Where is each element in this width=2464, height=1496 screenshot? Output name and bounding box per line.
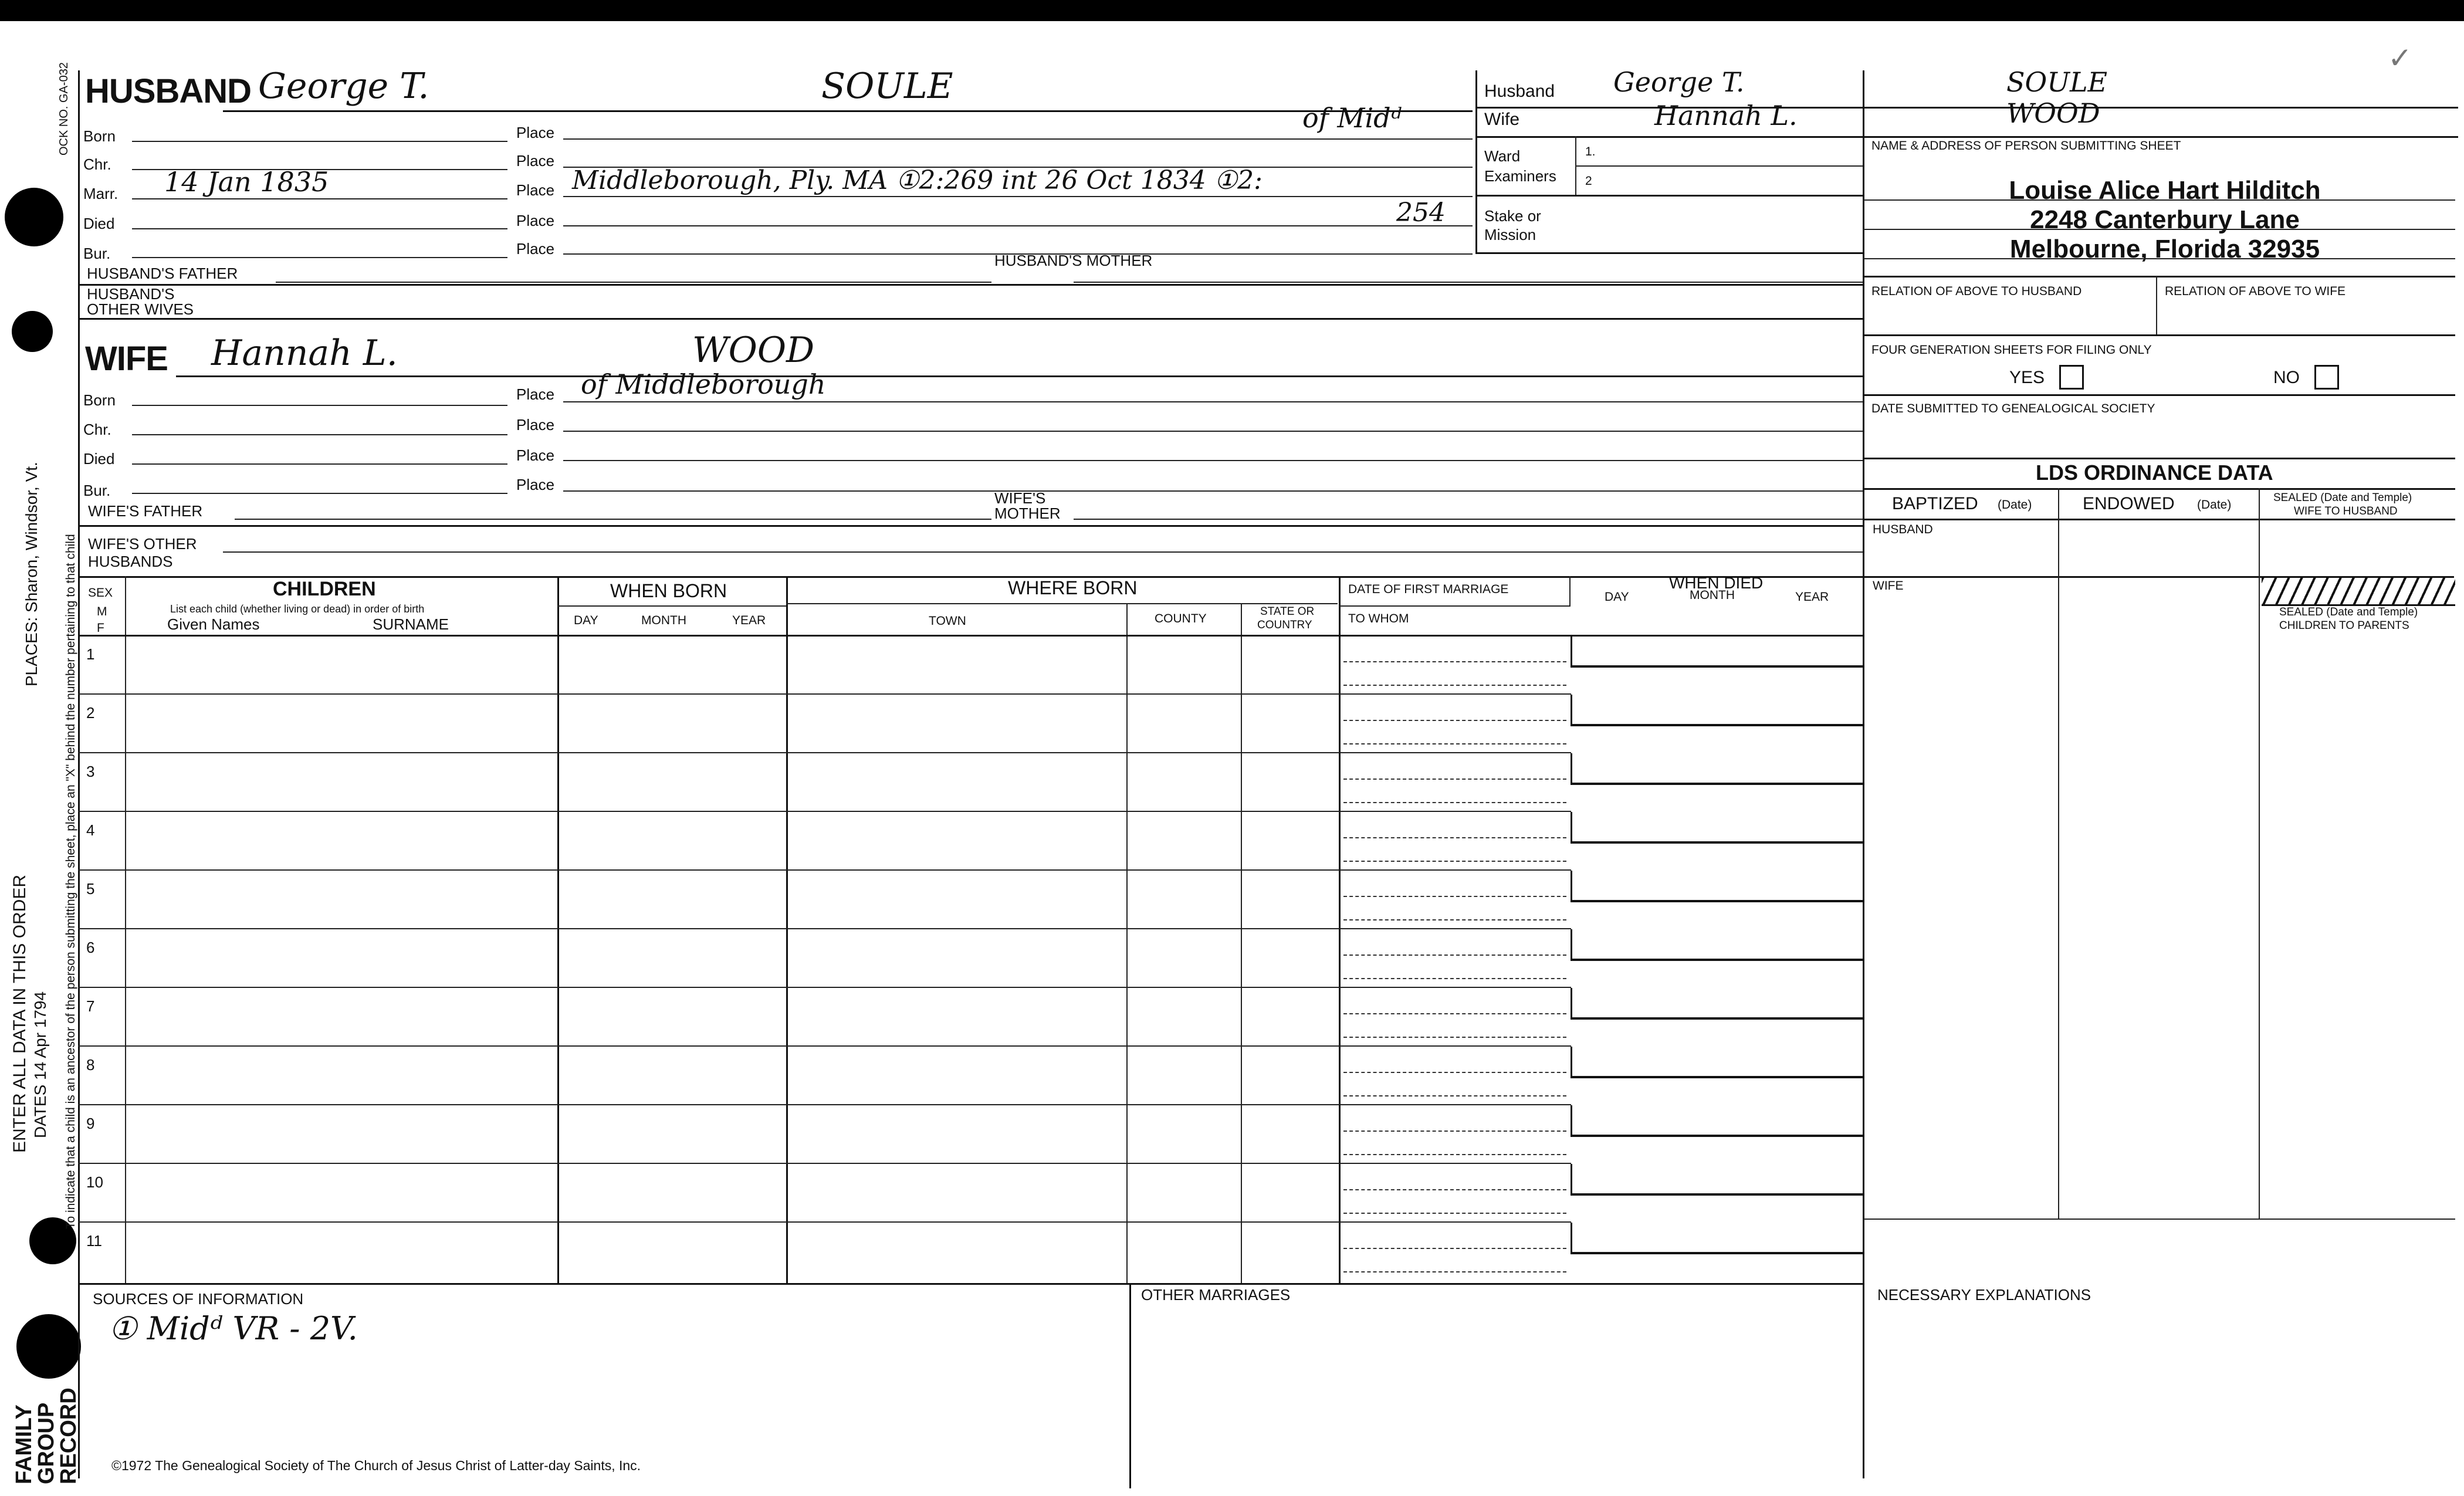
where-state-1: STATE OR: [1260, 605, 1315, 618]
husband-died-label: Died: [83, 215, 115, 232]
wife-died-label: Died: [83, 450, 115, 468]
children-given-names: Given Names: [167, 615, 260, 633]
child-death-bracket: [1571, 812, 1864, 844]
child-row-number: 8: [86, 1056, 95, 1074]
punch-hole-2: [12, 311, 53, 352]
other-marriages-divider: [1129, 1283, 1131, 1488]
children-m-label: M: [97, 605, 107, 618]
child-row-number: 11: [86, 1232, 102, 1250]
child-towhom-dash: [1343, 1095, 1566, 1096]
lds-sealed-children-2: CHILDREN TO PARENTS: [2279, 620, 2409, 632]
children-col-town: [1126, 603, 1128, 1283]
husband-chr-place-label: Place: [516, 152, 555, 170]
husband-born-place: of Midᵈ: [1302, 102, 1402, 134]
husband-father-label: HUSBAND'S FATHER: [87, 265, 238, 282]
wife-chr-place-label: Place: [516, 416, 555, 434]
submitter-city: Melbourne, Florida 32935: [2009, 235, 2320, 263]
child-marriage-dash: [1343, 779, 1566, 780]
submitter-line-1: [1863, 199, 2455, 201]
when-born-header: WHEN BORN: [610, 580, 727, 601]
child-towhom-dash: [1343, 1037, 1566, 1038]
examiner-2: 2: [1585, 174, 1592, 188]
submitter-line-3: [1863, 258, 2455, 259]
ward-husband-line: [1475, 107, 2458, 109]
child-row-divider: [78, 1221, 1571, 1223]
wife-bur-place-line: [563, 490, 1863, 492]
child-marriage-dash: [1343, 955, 1566, 956]
lds-title-bottom: [1863, 488, 2455, 490]
date-submitted-bottom: [1863, 458, 2455, 459]
child-row-divider: [78, 752, 1571, 753]
form-title-family: FAMILY: [12, 1404, 36, 1484]
examiner-1-line: [1575, 165, 1863, 167]
died-year: YEAR: [1795, 590, 1829, 604]
child-marriage-dash: [1343, 1072, 1566, 1073]
husband-marr-date-line: [132, 198, 507, 199]
punch-hole-1: [5, 188, 63, 246]
explanations-label: NECESSARY EXPLANATIONS: [1877, 1286, 2091, 1304]
lds-col-2: [2259, 488, 2260, 1219]
child-row-divider: [78, 693, 1571, 695]
child-row-divider: [78, 869, 1571, 871]
left-border: [78, 70, 80, 1478]
husband-given-name: George T.: [258, 66, 429, 107]
child-row-divider: [78, 1163, 1571, 1164]
child-towhom-dash: [1343, 1213, 1566, 1214]
child-row-number: 1: [86, 645, 95, 663]
wife-chr-date-line: [132, 434, 507, 435]
lds-endowed: ENDOWED: [2083, 494, 2175, 513]
ward-husband-label: Husband: [1484, 82, 1555, 101]
child-towhom-dash: [1343, 861, 1566, 862]
husband-heading: HUSBAND: [85, 72, 251, 110]
wife-born-label: Born: [83, 391, 116, 409]
when-died-header: WHEN DIED: [1669, 574, 1764, 592]
husband-died-place-label: Place: [516, 212, 555, 229]
child-row-number: 6: [86, 939, 95, 956]
yes-label: YES: [2009, 368, 2045, 387]
submitter-line-2: [1863, 229, 2455, 230]
lds-sealed-children-1: SEALED (Date and Temple): [2279, 606, 2418, 618]
side-enter-order: ENTER ALL DATA IN THIS ORDER: [10, 875, 29, 1153]
lds-wife-label: WIFE: [1873, 579, 1904, 593]
ward-husband-given: George T.: [1613, 66, 1745, 98]
relation-bottom: [1863, 334, 2455, 336]
where-born-header: WHERE BORN: [1008, 577, 1138, 598]
ward-wife-given: Hannah L.: [1654, 100, 1798, 131]
husband-mother-label-1: HUSBAND'S MOTHER: [994, 252, 1153, 269]
child-marriage-dash: [1343, 896, 1566, 897]
children-surname: SURNAME: [373, 615, 449, 633]
wife-born-place-line: [563, 401, 1863, 402]
children-col-state: [1339, 576, 1341, 1283]
lds-endowed-date: (Date): [2197, 498, 2232, 512]
husband-name-line: [223, 110, 1473, 112]
four-gen-label: FOUR GENERATION SHEETS FOR FILING ONLY: [1871, 343, 2152, 357]
wife-father-line: [235, 519, 991, 520]
husband-chr-label: Chr.: [83, 155, 111, 173]
died-month: MONTH: [1690, 588, 1735, 602]
husband-other-wives-label: HUSBAND'S OTHER WIVES: [87, 285, 194, 318]
punch-hole-4: [16, 1314, 81, 1379]
wife-heading: WIFE: [85, 340, 168, 378]
examiner-1: 1.: [1585, 145, 1596, 158]
lds-col-1: [2058, 488, 2059, 1219]
died-day: DAY: [1605, 590, 1629, 604]
child-death-bracket: [1571, 871, 1864, 902]
side-indicate-note: To indicate that a child is an ancestor of the person submitting the sheet, place an "X" behind the number pertaining to that child: [64, 534, 77, 1229]
wife-chr-place-line: [563, 431, 1863, 432]
lds-baptized-date: (Date): [1998, 498, 2032, 512]
lds-header-bottom: [1863, 519, 2455, 520]
child-row-number: 7: [86, 997, 95, 1015]
child-death-bracket: [1571, 1164, 1864, 1196]
child-death-bracket: [1571, 988, 1864, 1020]
to-whom-header: TO WHOM: [1348, 612, 1409, 625]
ward-label: Ward: [1484, 147, 1521, 165]
children-f-label: F: [97, 621, 104, 635]
ward-wife-label: Wife: [1484, 110, 1519, 129]
wife-name-line: [176, 375, 1863, 377]
wife-mother-label: WIFE'S MOTHER: [994, 489, 1061, 522]
child-towhom-dash: [1343, 802, 1566, 803]
child-row-number: 10: [86, 1173, 103, 1191]
child-towhom-dash: [1343, 978, 1566, 979]
child-death-bracket: [1571, 1047, 1864, 1078]
children-col-name: [557, 576, 559, 1283]
date-submitted-label: DATE SUBMITTED TO GENEALOGICAL SOCIETY: [1871, 402, 2155, 415]
sources-label: SOURCES OF INFORMATION: [93, 1290, 304, 1308]
child-towhom-dash: [1343, 1271, 1566, 1272]
submitter-name: Louise Alice Hart Hilditch: [2009, 176, 2321, 205]
child-marriage-dash: [1343, 720, 1566, 721]
child-marriage-dash: [1343, 1131, 1566, 1132]
where-town: TOWN: [929, 614, 966, 628]
husband-born-place-label: Place: [516, 124, 555, 141]
child-row-number: 5: [86, 880, 95, 898]
husband-died-date-line: [132, 228, 507, 229]
first-marriage-header: DATE OF FIRST MARRIAGE: [1348, 583, 1509, 596]
born-year: YEAR: [732, 614, 766, 627]
wife-father-label: WIFE'S FATHER: [88, 502, 203, 520]
ward-husband-surname: SOULE: [2006, 66, 2108, 98]
husband-marriage-place-cont: 254: [1396, 198, 1446, 228]
husband-father-line: [276, 282, 991, 283]
wife-surname: WOOD: [692, 330, 815, 371]
wife-given-name: Hannah L.: [211, 333, 398, 374]
wife-father-bottom: [78, 525, 1863, 527]
child-towhom-dash: [1343, 1154, 1566, 1155]
husband-born-place-line: [563, 138, 1473, 140]
wife-bur-place-label: Place: [516, 476, 555, 493]
husband-born-label: Born: [83, 127, 116, 145]
no-checkbox[interactable]: [2314, 365, 2339, 390]
child-death-bracket: [1571, 695, 1864, 726]
relation-husband-label: RELATION OF ABOVE TO HUSBAND: [1871, 285, 2082, 298]
children-table-bottom: [78, 1283, 1863, 1285]
children-sex-label: SEX: [88, 586, 113, 600]
side-places: PLACES: Sharon, Windsor, Vt.: [22, 462, 40, 686]
ward-wife-line: [1475, 136, 2458, 138]
first-marriage-divider: [1569, 576, 1571, 607]
child-row-number: 2: [86, 704, 95, 722]
wife-died-place-line: [563, 460, 1863, 461]
wife-died-date-line: [132, 463, 507, 465]
copyright-notice: ©1972 The Genealogical Society of The Church of Jesus Christ of Latter-day Saints, Inc.: [111, 1458, 641, 1473]
submitter-bottom: [1863, 276, 2455, 277]
husband-father-bottom: [78, 284, 1863, 286]
ward-wife-surname: WOOD: [2006, 97, 2100, 129]
top-scan-border: [0, 0, 2464, 21]
corner-check-mark: ✓: [2388, 41, 2412, 75]
husband-marr-place-line: [563, 196, 1473, 197]
side-dates: DATES 14 Apr 1794: [31, 991, 49, 1138]
husband-bur-place-label: Place: [516, 240, 555, 258]
wife-born-date-line: [132, 405, 507, 406]
child-row-divider: [78, 1045, 1571, 1047]
child-marriage-dash: [1343, 1248, 1566, 1249]
ward-box-bottom: [1475, 252, 1863, 254]
lds-baptized: BAPTIZED: [1892, 494, 1978, 513]
child-marriage-dash: [1343, 1189, 1566, 1190]
child-marriage-dash: [1343, 1013, 1566, 1014]
lds-sealed-wife-2: WIFE TO HUSBAND: [2294, 505, 2398, 517]
husband-born-date-line: [132, 141, 507, 142]
husband-marr-label: Marr.: [83, 185, 119, 202]
born-day: DAY: [574, 614, 598, 627]
child-death-bracket: [1571, 1223, 1864, 1254]
sex-col-divider: [125, 576, 126, 1283]
husband-marriage-date: 14 Jan 1835: [164, 166, 329, 198]
wife-bur-label: Bur.: [83, 482, 111, 499]
form-title-record: RECORD: [56, 1387, 81, 1484]
submitter-label: NAME & ADDRESS OF PERSON SUBMITTING SHEET: [1871, 139, 2181, 153]
born-month: MONTH: [641, 614, 686, 627]
husband-marr-place-label: Place: [516, 181, 555, 199]
sources-value: ① Midᵈ VR - 2V.: [109, 1310, 358, 1347]
ward-examiners-bottom: [1475, 195, 1863, 197]
wife-bur-date-line: [132, 493, 507, 494]
examiners-label: Examiners: [1484, 167, 1556, 185]
child-death-bracket: [1571, 1105, 1864, 1137]
wife-mother-line: [1074, 519, 1863, 520]
wife-born-place-label: Place: [516, 385, 555, 403]
children-col-whenborn: [786, 576, 788, 1283]
lds-sealed-hatch: [2262, 578, 2455, 606]
form-title-group: GROUP: [34, 1402, 59, 1484]
child-row-divider: [78, 928, 1571, 929]
form-number: OCK NO. GA-032: [57, 62, 70, 155]
husband-died-place-line: [563, 225, 1473, 226]
husband-bur-label: Bur.: [83, 245, 111, 262]
four-gen-bottom: [1863, 394, 2455, 396]
other-marriages-label: OTHER MARRIAGES: [1141, 1286, 1291, 1304]
ward-box-left: [1475, 70, 1477, 252]
where-born-underline: [786, 603, 1338, 604]
child-row-number: 4: [86, 821, 95, 839]
wife-born-place: of Middleborough: [581, 368, 826, 400]
no-label: NO: [2273, 368, 2300, 387]
husband-section-bottom: [78, 318, 1863, 320]
when-born-underline: [557, 605, 786, 607]
child-marriage-dash: [1343, 837, 1566, 838]
submitter-street: 2248 Canterbury Lane: [2030, 205, 2300, 234]
wife-other-husbands-line: [223, 551, 1863, 553]
child-marriage-dash: [1343, 661, 1566, 662]
husband-surname: SOULE: [821, 66, 953, 107]
children-instructions: List each child (whether living or dead) in order of birth: [170, 603, 425, 615]
where-county: COUNTY: [1155, 612, 1207, 625]
wife-chr-label: Chr.: [83, 421, 111, 438]
child-towhom-dash: [1343, 743, 1566, 744]
child-death-bracket: [1571, 929, 1864, 961]
relation-wife-label: RELATION OF ABOVE TO WIFE: [2165, 285, 2346, 298]
husband-mother-line: [1074, 282, 1863, 283]
child-row-number: 3: [86, 763, 95, 780]
lds-table-bottom: [1863, 1219, 2455, 1220]
child-towhom-dash: [1343, 685, 1566, 686]
lds-title: LDS ORDINANCE DATA: [2036, 461, 2273, 485]
first-marriage-underline: [1339, 605, 1571, 607]
stake-label: Stake or Mission: [1484, 207, 1541, 243]
child-death-bracket: [1571, 636, 1864, 668]
lds-sealed-wife-1: SEALED (Date and Temple): [2273, 492, 2412, 504]
where-state-2: COUNTRY: [1257, 619, 1312, 631]
child-towhom-dash: [1343, 919, 1566, 920]
husband-marriage-place: Middleborough, Ply. MA ①2:269 int 26 Oct 1834 ①2:: [572, 165, 1263, 195]
lds-husband-label: HUSBAND: [1873, 523, 1933, 536]
child-row-divider: [78, 1104, 1571, 1105]
child-row-divider: [78, 987, 1571, 988]
yes-checkbox[interactable]: [2059, 365, 2084, 390]
child-death-bracket: [1571, 753, 1864, 785]
children-title: CHILDREN: [273, 578, 376, 600]
child-row-number: 9: [86, 1115, 95, 1132]
children-col-county: [1241, 603, 1242, 1283]
wife-other-husbands-label: WIFE'S OTHER HUSBANDS: [88, 535, 197, 570]
wife-died-place-label: Place: [516, 446, 555, 464]
husband-bur-date-line: [132, 257, 507, 258]
child-row-divider: [78, 811, 1571, 812]
relation-divider: [2156, 276, 2157, 334]
wife-section-bottom: [78, 576, 2454, 578]
